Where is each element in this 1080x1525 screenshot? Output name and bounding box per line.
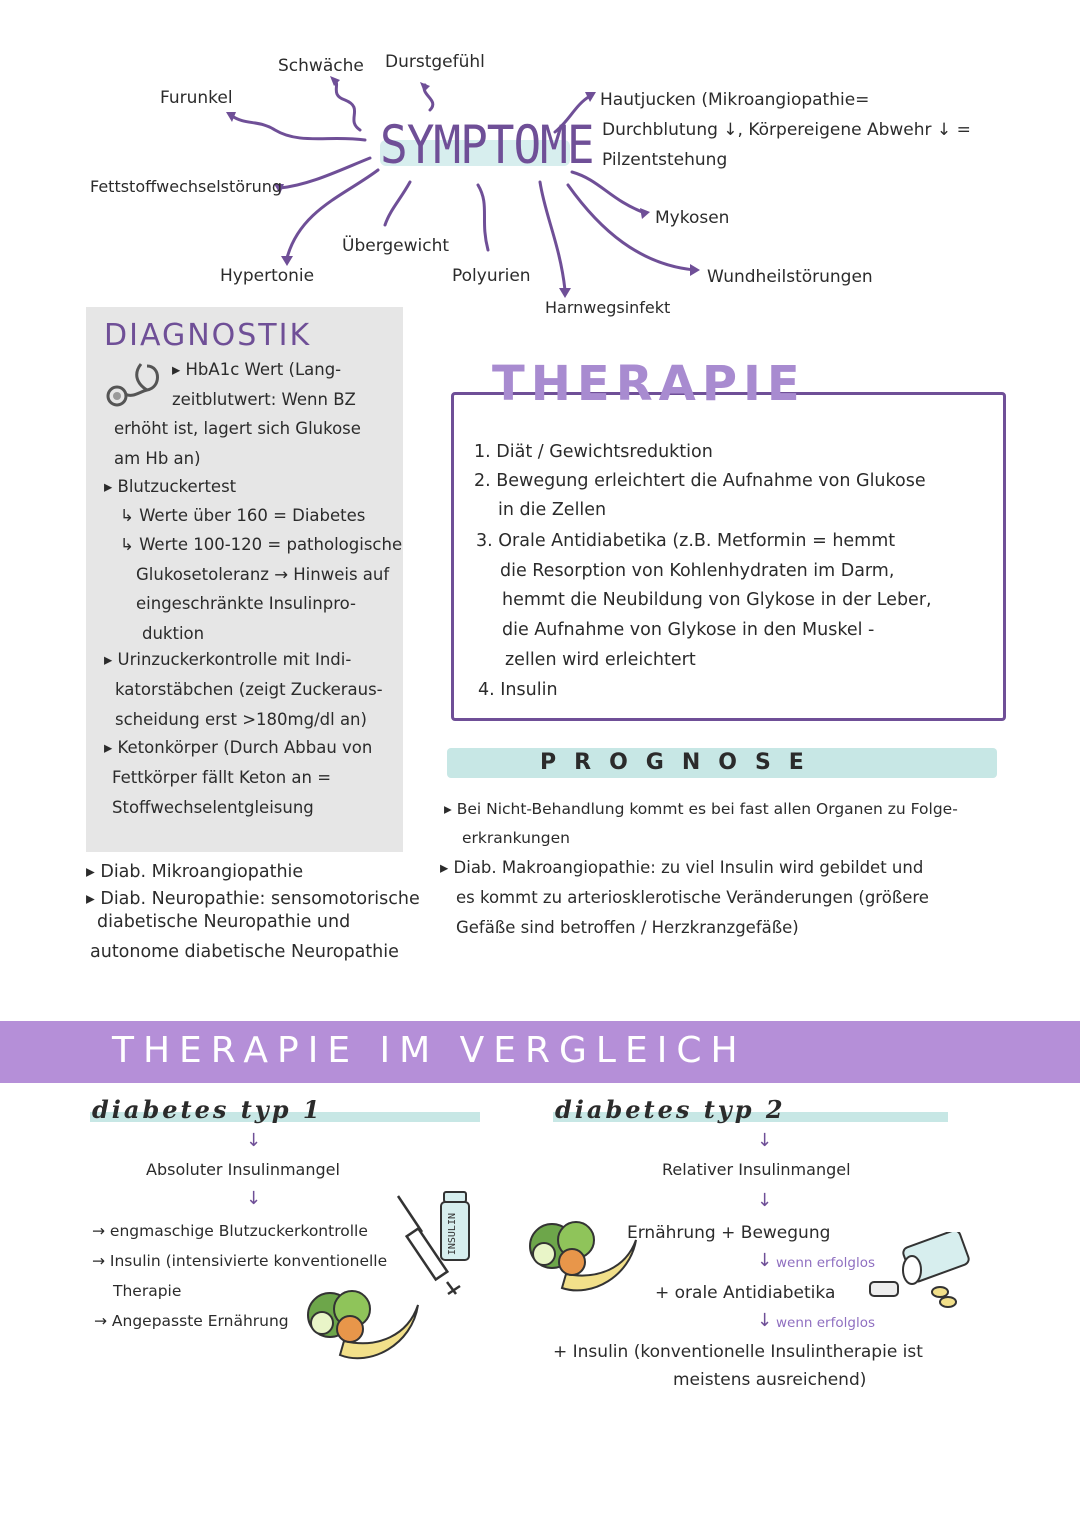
typ1-line-1: → engmaschige Blutzuckerkontrolle [92,1222,368,1240]
diagnostik-line-12: katorstäbchen (zeigt Zuckeraus- [115,680,383,699]
vergleich-title: THERAPIE IM VERGLEICH [112,1030,747,1071]
symptom-schwaeche: Schwäche [278,56,364,76]
diagnostik-line-8: Glukosetoleranz → Hinweis auf [136,565,390,584]
healthy-food-icon [522,1210,644,1300]
diagnostik-line-3: erhöht ist, lagert sich Glukose [114,419,361,438]
arrow-down-icon: ↓ [757,1310,773,1331]
symptom-fettstoffwechsel: Fettstoffwechselstörung [90,177,283,196]
diagnostik-line-6: ↳ Werte über 160 = Diabetes [120,506,366,525]
therapie-line-9: 4. Insulin [478,680,558,700]
symptom-hypertonie: Hypertonie [220,266,315,286]
symptom-harnwegsinfekt: Harnwegsinfekt [545,298,671,317]
symptom-furunkel: Furunkel [160,88,233,108]
therapie-line-1: 1. Diät / Gewichtsreduktion [474,442,713,462]
typ2-heading: diabetes typ 2 [555,1095,786,1124]
insulin-vial-label: INSULIN [447,1213,458,1256]
symptom-hautjucken-line1: Hautjucken (Mikroangiopathie= [600,90,870,110]
prognose-title: PROGNOSE [540,750,822,775]
diagnostik-line-9: eingeschränkte Insulinpro- [136,594,356,613]
diagnostik-line-13: scheidung erst >180mg/dl an) [115,710,367,729]
symptom-uebergewicht: Übergewicht [342,236,450,256]
typ2-if-fail-1: wenn erfolglos [776,1255,875,1271]
symptom-hautjucken-line3: Pilzentstehung [602,150,728,170]
stethoscope-icon [103,360,165,410]
diagnostik-line-16: Stoffwechselentgleisung [112,798,314,817]
arrow-down-icon: ↓ [757,1130,773,1151]
typ2-step3-line2: meistens ausreichend) [673,1370,867,1390]
diagnostik-line-5: ▸ Blutzuckertest [104,477,237,496]
diagnostik-line-14: ▸ Ketonkörper (Durch Abbau von [104,738,373,757]
typ1-line-4: → Angepasste Ernährung [94,1312,289,1330]
typ1-line-3: Therapie [113,1282,182,1300]
prognose-left-line-4: autonome diabetische Neuropathie [90,942,399,962]
symptom-hautjucken-line2: Durchblutung ↓, Körpereigene Abwehr ↓ = [602,120,971,140]
diagnostik-line-7: ↳ Werte 100-120 = pathologische [120,535,403,554]
typ2-step2: + orale Antidiabetika [655,1283,836,1303]
typ1-line-2: → Insulin (intensivierte konventionelle [92,1252,388,1270]
symptom-mykosen: Mykosen [655,208,730,228]
symptom-durstgefuehl: Durstgefühl [385,52,485,72]
therapie-line-3: in die Zellen [498,500,607,520]
typ2-if-fail-2: wenn erfolglos [776,1315,875,1331]
therapie-title: THERAPIE [492,356,806,412]
prognose-left-line-3: diabetische Neuropathie und [97,912,351,932]
arrow-down-icon: ↓ [246,1130,262,1151]
arrow-down-icon: ↓ [757,1190,773,1211]
diagnostik-title: DIAGNOSTIK [104,318,312,353]
diagnostik-line-1: ▸ HbA1c Wert (Lang- [172,360,342,379]
therapie-line-6: hemmt die Neubildung von Glykose in der Leber, [502,590,932,610]
prognose-left-line-2: ▸ Diab. Neuropathie: sensomotorische [86,889,420,909]
therapie-line-4: 3. Orale Antidiabetika (z.B. Metformin = hemmt [476,531,896,551]
healthy-food-icon [300,1275,425,1370]
diagnostik-line-15: Fettkörper fällt Keton an = [112,768,332,787]
therapie-line-8: zellen wird erleichtert [505,650,696,670]
diagnostik-line-2: zeitblutwert: Wenn BZ [172,390,356,409]
symptom-wundheilstoerungen: Wundheilstörungen [707,267,873,287]
diagnostik-line-4: am Hb an) [114,449,201,468]
prognose-line-1: ▸ Bei Nicht-Behandlung kommt es bei fast allen Organen zu Folge- [444,800,958,818]
typ2-step3-line1: + Insulin (konventionelle Insulintherapie ist [553,1342,923,1362]
therapie-line-7: die Aufnahme von Glykose in den Muskel - [502,620,875,640]
typ1-cause: Absoluter Insulinmangel [146,1160,340,1179]
typ2-step1: Ernährung + Bewegung [627,1223,831,1243]
diagnostik-line-11: ▸ Urinzuckerkontrolle mit Indi- [104,650,352,669]
symptom-polyurien: Polyurien [452,266,531,286]
prognose-line-3: ▸ Diab. Makroangiopathie: zu viel Insulin wird gebildet und [440,858,924,877]
therapie-line-2: 2. Bewegung erleichtert die Aufnahme von Glukose [474,471,926,491]
prognose-line-2: erkrankungen [462,829,570,847]
prognose-left-line-1: ▸ Diab. Mikroangiopathie [86,862,304,882]
diagnostik-line-10: duktion [142,624,205,643]
prognose-line-4: es kommt zu arteriosklerotische Veränderungen (größere [456,888,929,907]
prognose-line-5: Gefäße sind betroffen / Herzkranzgefäße) [456,918,799,937]
symptome-title: SYMPTOME [380,113,594,176]
typ2-cause: Relativer Insulinmangel [662,1160,851,1179]
typ1-heading: diabetes typ 1 [92,1095,323,1124]
therapie-line-5: die Resorption von Kohlenhydraten im Darm, [500,561,895,581]
arrow-down-icon: ↓ [757,1250,773,1271]
arrow-down-icon: ↓ [246,1188,262,1209]
pill-bottle-icon [866,1232,978,1312]
